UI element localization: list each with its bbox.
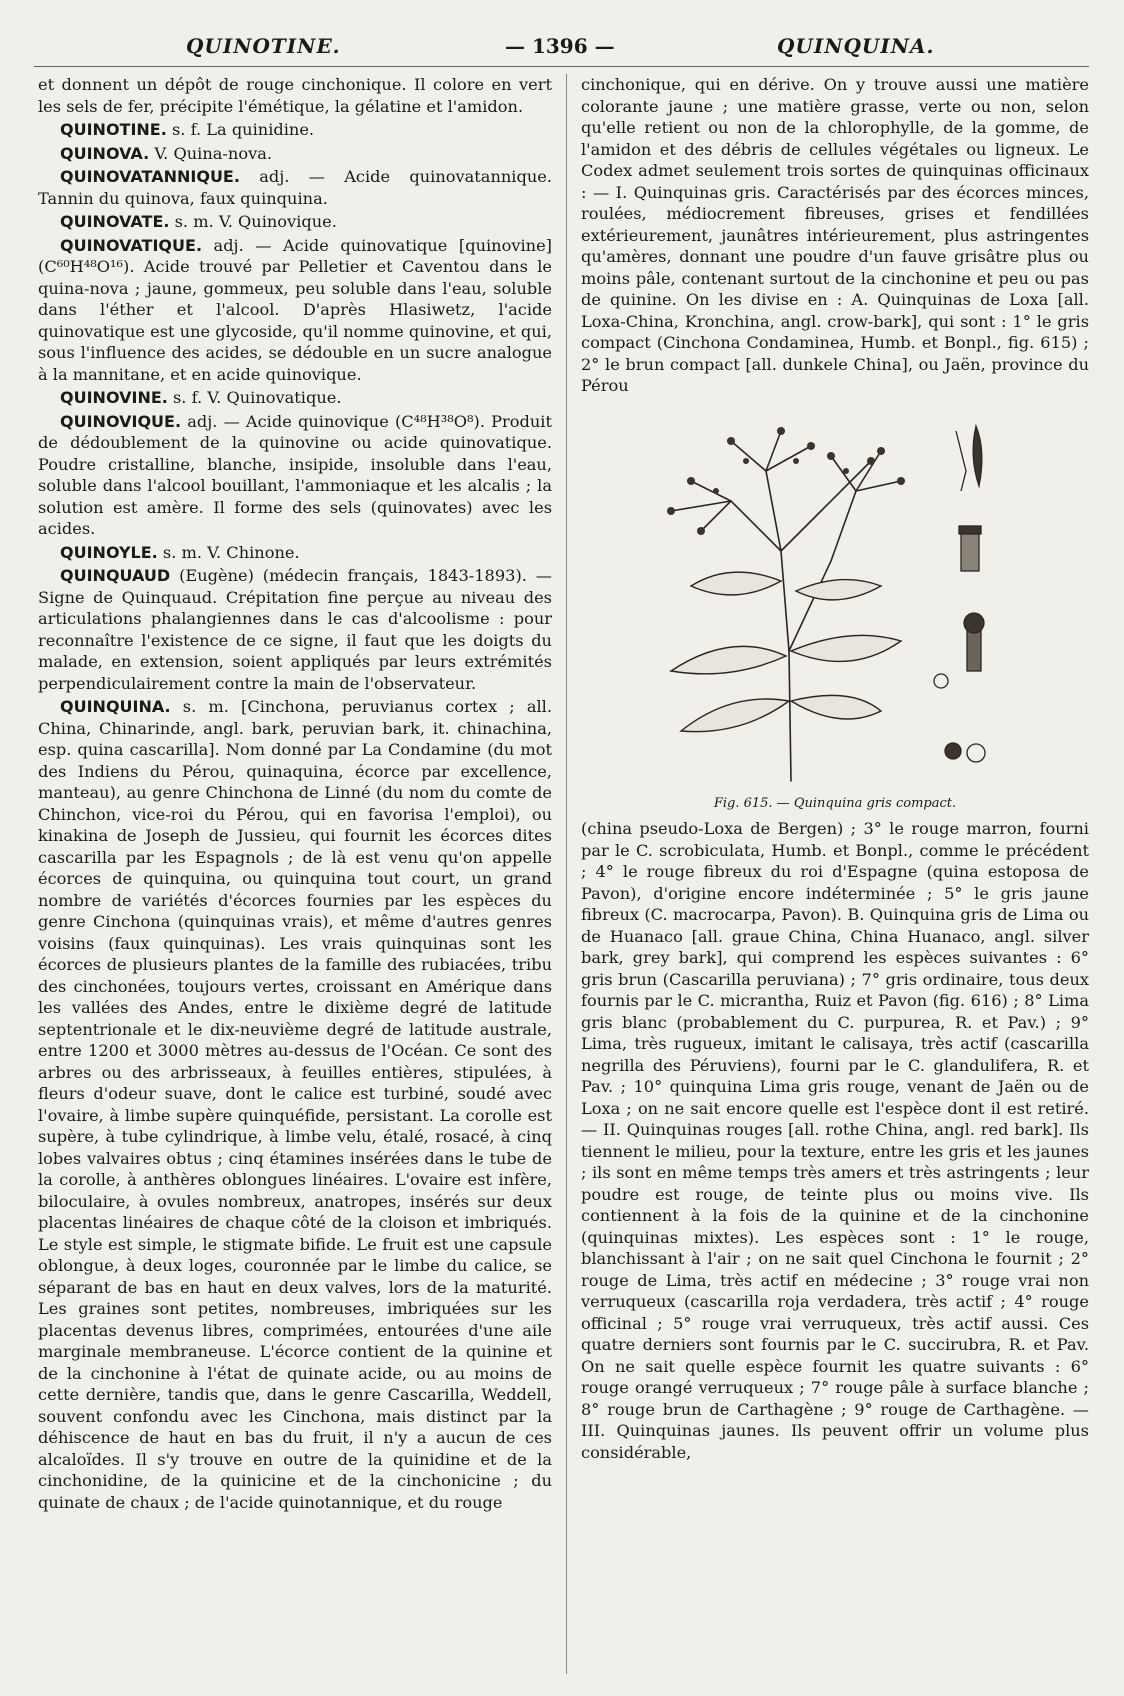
entry-quinova: QUINOVA. V. Quina-nova. [60,143,273,163]
running-head-left: QUINOTINE. [186,34,341,58]
headword: QUINOVA. [60,143,150,163]
right-column [581,74,1089,1465]
entry-quinovatique: QUINOVATIQUE. adj. — Acide quinovatique [quinovine] (C⁶⁰H⁴⁸O¹⁶). Acide trouvé par Pelletier et Caventou dans le quina-nova ; jaune, gommeux, peu soluble dans l'eau, soluble dans l'éther et l'alcool. D'après Hlasiwetz, l'acide quinovatique est une glycoside, qu'il nomme quinovine, et qui, sous l'influence des acides, se dédouble en un sucre analogue à la mannitane, et en acide quinovique. [38,235,552,384]
right-column-text-top: cinchonique, qui en dérive. On y trouve aussi une matière colorante jaune ; une matière grasse, verte ou non, selon qu'elle retient ou non de la chlorophylle, de la gomme, de l'amidon et des débris de cellules végétales ou ligneux. Le Codex admet seulement trois sortes de quinquinas officinaux : — I. Quinquinas gris. Caractérisés par des écorces minces, roulées, médiocrement fibreuses, grises et fendillées extérieurement, jaunâtres intérieurement, plus astringentes qu'amères, donnant une poudre d'un fauve grisâtre plus ou moins pâle, contenant surtout de la cinchonine et peu ou pas de quinine. On les divise en : A. Quinquinas de Loxa [all. Loxa-China, Kronchina, angl. crow-bark], qui sont : 1° le gris compact (Cinchona Condaminea, Humb. et Bonpl., fig. 615) ; 2° le brun compact [all. dunkele China], ou Jaën, province du Pérou [581,75,1089,395]
entry-quinovique: QUINOVIQUE. adj. — Acide quinovique (C⁴⁸H³⁸O⁸). Produit de dédoublement de la quinovine ou acide quinovatique. Poudre cristalline, blanche, insipide, insoluble dans l'eau, soluble dans l'alcool bouillant, l'ammoniaque et les alcalis ; la solution est amère. Il forme des sels (quinovates) avec les acides. [38,411,552,538]
entry-quinoyle: QUINOYLE. s. m. V. Chinone. [60,542,300,562]
entry-quinovate: QUINOVATE. s. m. V. Quinovique. [60,212,337,231]
column-divider [566,74,567,1674]
headword: QUINOVATE. [60,212,170,231]
headword: QUINOVIQUE. [60,411,182,431]
entry-quinquaud: QUINQUAUD (Eugène) (médecin français, 1843-1893). — Signe de Quinquaud. Crépitation fine perçue au niveau des articulations phalangiennes dans le cas d'alcoolisme : pour reconnaître l'existence de ce signe, il faut que les doigts du malade, en extension, soient appliqués par leurs extrémités perpendiculairement contre la main de l'observateur. [38,566,552,693]
entry-continuation: et donnent un dépôt de rouge cinchonique. Il colore en vert les sels de fer, précipite l'émétique, la gélatine et l'amidon. [38,75,552,116]
left-column [38,74,552,1515]
headword: QUINQUAUD [60,566,171,585]
headword: QUINOTINE. [60,120,167,139]
headword: QUINQUINA. [60,697,171,716]
headword: QUINOVINE. [60,388,168,407]
entry-quinovine: QUINOVINE. s. f. V. Quinovatique. [60,388,342,407]
right-column-text-bottom: (china pseudo-Loxa de Bergen) ; 3° le rouge marron, fourni par le C. scrobiculata, Humb. et Bonpl., comme le précédent ; 4° le rouge fibreux du roi d'Espagne (quina estoposa de Pavon), d'origine encore indéterminée ; 5° le gris jaune fibreux (C. macrocarpa, Pavon). B. Quinquina gris de Lima ou de Huanaco [all. graue China, China Huanaco, angl. silver bark, grey bark], qui comprend les espèces suivantes : 6° gris brun (Cascarilla peruviana) ; 7° gris ordinaire, tous deux fournis par le C. micrantha, Ruiz et Pavon (fig. 616) ; 8° Lima gris blanc (probablement du C. purpurea, R. et Pav.) ; 9° Lima, très rugueux, imitant le calisaya, très actif (cascarilla negrilla des Péruviens), fourni par le C. glandulifera, R. et Pav. ; 10° quinquina Lima gris rouge, venant de Jaën ou de Loxa ; on ne sait encore quelle est l'espèce dont il est retiré. — II. Quinquinas rouges [all. rothe China, angl. red bark]. Ils tiennent le milieu, pour la texture, entre les gris et les jaunes ; ils sont en même temps très amers et très astringents ; leur poudre est rouge, de teinte plus ou moins vive. Ils contiennent à la fois de la quinine et de la cinchonine (quinquinas mixtes). Les espèces sont : 1° le rouge, blanchissant à l'air ; on ne sait quel Cinchona le fournit ; 2° rouge de Lima, très actif en médecine ; 3° rouge vrai non verruqueux (cascarilla roja verdadera, très actif ; 4° rouge officinal ; 5° rouge vrai verruqueux, très actif aussi. Ces quatre derniers sont fournis par le C. succirubra, R. et Pav. On ne sait quelle espèce fournit les quatre suivants : 6° rouge orangé verruqueux ; 7° rouge pâle à surface blanche ; 8° rouge brun de Carthagène ; 9° rouge de Carthagène. — III. Quinquinas jaunes. Ils peuvent offrir un volume plus considérable, [581,819,1089,1462]
headword: QUINOYLE. [60,542,158,562]
page-header [0,22,1124,62]
page-number: — 1396 — [505,34,615,58]
headword: QUINOVATANNIQUE. [60,167,240,186]
headword: QUINOVATIQUE. [60,235,203,255]
figure-caption: Fig. 615. — Quinquina gris compact. [713,795,957,811]
entry-quinotine: QUINOTINE. s. f. La quinidine. [60,120,315,139]
header-rule [34,66,1089,67]
entry-quinquina: QUINQUINA. s. m. [Cinchona, peruvianus cortex ; all. China, Chinarinde, angl. bark, peruvian bark, it. chinachina, esp. quina cascarilla]. Nom donné par La Condamine (du mot des Indiens du Pérou, quinaquina, écorce par excellence, manteau), au genre Chinchona de Linné (du nom du comte de Chinchon, vice-roi du Pérou, qui en favorisa l'emploi), ou kinakina de Joseph de Jussieu, qui fournit les écorces dites cascarilla par les Espagnols ; de là est venu qu'on appelle écorces de quinquina, ou quinquina tout court, un grand nombre de variétés d'écorces fournies par les espèces du genre Cinchona (quinquinas vrais), et même d'autres genres voisins (faux quinquinas). Les vrais quinquinas sont les écorces de plusieurs plantes de la famille des rubiacées, tribu des cinchonées, toujours vertes, croissant en Amérique dans les vallées des Andes, entre le dixième degré de latitude septentrionale et le dix-neuvième degré de latitude australe, entre 1200 et 3000 mètres au-dessus de l'Océan. Ce sont des arbres ou des arbrisseaux, à feuilles entières, stipulées, à fleurs d'odeur suave, dont le calice est turbiné, soudé avec l'ovaire, à limbe supère quinquéfide, persistant. La corolle est supère, à tube cylindrique, à limbe velu, étalé, rosacé, à cinq lobes valvaires obtus ; cinq étamines insérées dans le tube de la corolle, à anthères oblongues linéaires. L'ovaire est infère, biloculaire, à ovules nombreux, anatropes, insérés sur deux placentas linéaires de chaque côté de la cloison et imbriqués. Le style est simple, le stigmate bifide. Le fruit est une capsule oblongue, à deux loges, couronnée par le limbe du calice, se séparant de bas en haut en deux valves, lors de la maturité. Les graines sont petites, nombreuses, imbriquées sur les placentas devenus libres, comprimées, entourées d'une aile marginale membraneuse. L'écorce contient de la quinine et de la cinchonine à l'état de quinate acide, ou au moins de cette dernière, tandis que, dans le genre Cascarilla, Weddell, souvent confondu avec les Cinchona, mais distinct par la déhiscence de haut en bas du fruit, il n'y a aucun de ces alcaloïdes. Il s'y trouve en outre de la quinidine et de la cinchonidine, de la quinicine et de la cinchonicine ; du quinate de chaux ; de l'acide quinotannique, et du rouge [38,697,552,1512]
plant-drawing [581,401,1089,791]
cinchona-illustration [581,401,1089,791]
running-head-right: QUINQUINA. [777,34,935,58]
entry-quinovatannique: QUINOVATANNIQUE. adj. — Acide quinovatannique. Tannin du quinova, faux quinquina. [38,167,552,208]
